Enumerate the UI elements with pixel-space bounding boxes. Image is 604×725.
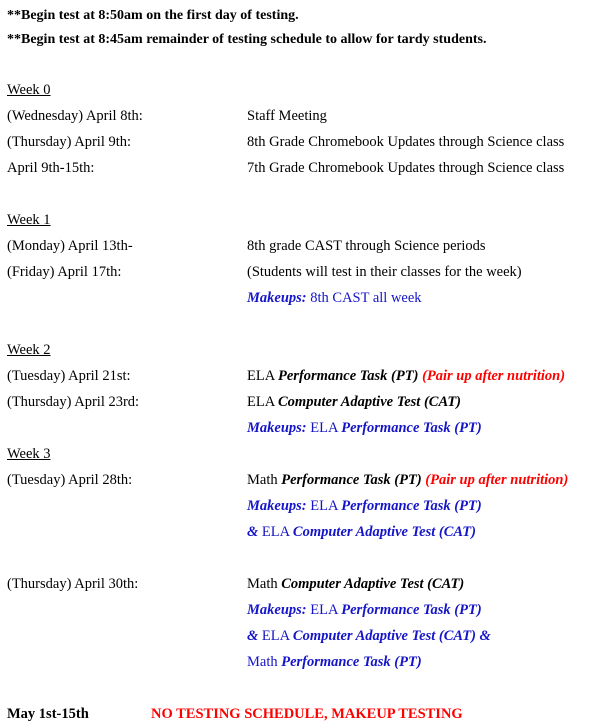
ampersand-end: & [475,628,491,644]
subject: ELA [306,498,342,514]
test-name: Performance Task (PT) [341,498,482,514]
week-0-row-1-date: (Wednesday) April 8th: [7,108,143,124]
test-name: Computer Adaptive Test (CAT) [278,394,462,410]
week-2-date-2: (Thursday) April 23rd: [7,394,140,410]
week-0-row-2-event: 8th Grade Chromebook Updates through Science class [247,134,565,150]
week-3-date-2: (Thursday) April 30th: [7,576,139,592]
subject: ELA [247,368,279,384]
week-3-event-2 [247,575,464,593]
subject: Math [247,472,282,488]
subject: ELA [306,602,342,618]
makeups-label: Makeups: [247,290,307,306]
test-name: Computer Adaptive Test (CAT) [281,576,465,592]
test-name: Performance Task (PT) [281,472,422,488]
week-0-heading: Week 0 [7,82,51,98]
pair-up-note: (Pair up after nutrition) [425,472,569,488]
makeups-text: 8th CAST all week [306,290,422,306]
week-2-heading: Week 2 [7,342,51,358]
test-name: Performance Task (PT) [278,368,419,384]
ampersand: & [247,524,259,540]
week-1-event-note: (Students will test in their classes for the week) [247,264,522,280]
test-name: Performance Task (PT) [281,654,422,670]
week-0-row-3-date: April 9th-15th: [7,160,95,176]
week-3-makeups-3 [247,601,482,619]
week-1-event: 8th grade CAST through Science periods [247,238,486,254]
week-1-heading: Week 1 [7,212,51,228]
test-name: Performance Task (PT) [341,602,482,618]
week-1-date-start: (Monday) April 13th- [7,238,133,254]
test-name: Performance Task (PT) [341,420,482,436]
test-name: Computer Adaptive Test (CAT) [292,628,476,644]
ampersand: & [247,628,259,644]
makeups-label: Makeups: [247,498,307,514]
testing-note-remainder: **Begin test at 8:45am remainder of testing schedule to allow for tardy students. [7,32,487,47]
testing-note-first-day: **Begin test at 8:50am on the first day of testing. [7,8,299,23]
week-0-row-2-date: (Thursday) April 9th: [7,134,132,150]
week-2-event-1 [247,367,565,385]
week-1-makeups [247,289,422,307]
subject: Math [247,654,282,670]
week-2-event-2 [247,393,461,411]
subject: ELA [258,628,293,644]
week-3-event-1 [247,471,568,489]
week-2-makeups [247,419,482,437]
subject: Math [247,576,282,592]
subject: ELA [247,394,279,410]
makeups-label: Makeups: [247,420,307,436]
week-3-makeups-2 [247,523,476,541]
week-0-row-3-event: 7th Grade Chromebook Updates through Science class [247,160,565,176]
test-name: Computer Adaptive Test (CAT) [292,524,476,540]
week-1-date-end: (Friday) April 17th: [7,264,122,280]
subject: ELA [306,420,342,436]
week-3-makeups-4 [247,627,491,645]
footer-dates: May 1st-15th [7,706,89,722]
week-3-makeups-1 [247,497,482,515]
makeups-label: Makeups: [247,602,307,618]
pair-up-note: (Pair up after nutrition) [422,368,566,384]
week-3-heading: Week 3 [7,446,51,462]
footer-message: NO TESTING SCHEDULE, MAKEUP TESTING [151,706,463,722]
week-3-makeups-5 [247,653,422,671]
week-0-row-1-event: Staff Meeting [247,108,327,124]
week-2-date-1: (Tuesday) April 21st: [7,368,131,384]
week-3-date-1: (Tuesday) April 28th: [7,472,133,488]
subject: ELA [258,524,293,540]
